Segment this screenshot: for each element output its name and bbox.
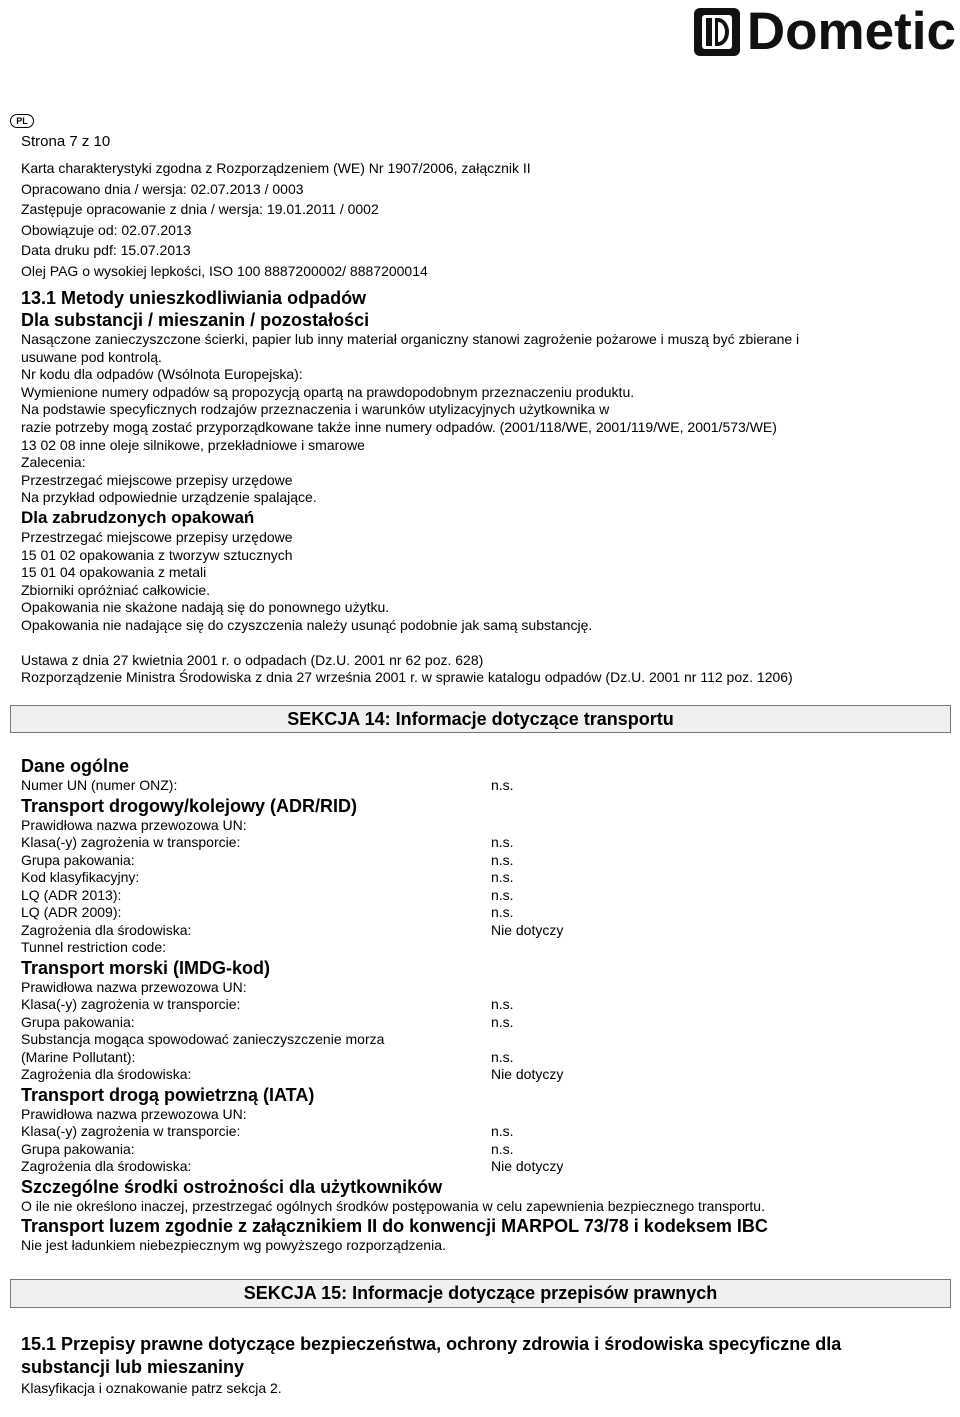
info-row: [21, 834, 941, 852]
language-badge: PL: [10, 114, 34, 128]
meta-line: Opracowano dnia / wersja: 02.07.2013 / 0003: [21, 180, 304, 197]
row-value: n.s.: [491, 1048, 514, 1065]
row-label: Grupa pakowania:: [21, 1013, 135, 1030]
section-14: [21, 755, 941, 1255]
row-value: n.s.: [491, 1140, 514, 1157]
marpol-heading: Transport luzem zgodnie z załącznikiem II do konwencji MARPOL 73/78 i kodeksem IBC: [21, 1216, 768, 1236]
row-label: Klasa(-y) zagrożenia w transporcie:: [21, 996, 241, 1012]
section-15-header: SEKCJA 15: Informacje dotyczące przepisów prawnych: [10, 1279, 951, 1308]
info-row: [21, 1141, 941, 1159]
legal-reference: Rozporządzenie Ministra Środowiska z dnia 27 września 2001 r. w sprawie katalogu odpadów (Dz.U. 2001 nr 112 poz. 1206): [21, 669, 793, 686]
text-line: Wymienione numery odpadów są propozycją opartą na prawdopodobnym przeznaczeniu produktu.: [21, 383, 635, 400]
row-value: n.s.: [491, 996, 514, 1012]
row-value: n.s.: [491, 886, 514, 903]
row-label: Zagrożenia dla środowiska:: [21, 921, 192, 938]
info-row: [21, 996, 941, 1014]
info-row: [21, 1049, 941, 1067]
meta-line: Karta charakterystyki zgodna z Rozporządzeniem (WE) Nr 1907/2006, załącznik II: [21, 160, 531, 176]
row-label: Grupa pakowania:: [21, 851, 135, 868]
air-transport-heading: Transport drogą powietrzną (IATA): [21, 1084, 315, 1105]
row-label: Grupa pakowania:: [21, 1140, 135, 1157]
text-line: Nr kodu dla odpadów (Wsólnota Europejska):: [21, 366, 303, 383]
row-label: Numer UN (numer ONZ):: [21, 777, 178, 793]
meta-line: Data druku pdf: 15.07.2013: [21, 242, 191, 258]
row-value: n.s.: [491, 1013, 514, 1030]
row-value: n.s.: [491, 851, 514, 868]
text-line: Opakowania nie nadające się do czyszczenia należy usunąć podobnie jak samą substancję.: [21, 616, 593, 633]
section-13-title: 13.1 Metody unieszkodliwiania odpadów: [21, 288, 367, 308]
row-value: Nie dotyczy: [491, 921, 564, 938]
text-line: Na przykład odpowiednie urządzenie spalające.: [21, 489, 317, 506]
section-15: [21, 1333, 941, 1397]
meta-line: Olej PAG o wysokiej lepkości, ISO 100 8887200002/ 8887200014: [21, 262, 428, 279]
info-row: [21, 979, 941, 997]
row-value: Nie dotyczy: [491, 1158, 564, 1174]
text-line: 15 01 02 opakowania z tworzyw sztucznych: [21, 546, 293, 563]
legal-reference: Ustawa z dnia 27 kwietnia 2001 r. o odpadach (Dz.U. 2001 nr 62 poz. 628): [21, 651, 484, 668]
info-row: [21, 1106, 941, 1124]
row-value: n.s.: [491, 869, 514, 885]
text-line: Przestrzegać miejscowe przepisy urzędowe: [21, 471, 293, 488]
section-13: [21, 287, 941, 687]
row-value: [491, 1031, 941, 1049]
meta-line: Zastępuje opracowanie z dnia / wersja: 19.01.2011 / 0002: [21, 201, 379, 217]
dometic-logo-mark: [693, 7, 741, 57]
row-label: Prawidłowa nazwa przewozowa UN:: [21, 816, 247, 833]
text-line: 15 01 04 opakowania z metali: [21, 564, 207, 581]
info-row: [21, 817, 941, 835]
row-label: Tunnel restriction code:: [21, 939, 166, 955]
row-label: Zagrożenia dla środowiska:: [21, 1158, 192, 1174]
info-row: [21, 869, 941, 887]
text-line: Zbiorniki opróżniać całkowicie.: [21, 581, 211, 598]
user-precautions-text: O ile nie określono inaczej, przestrzegać ogólnych środków postępowania w celu zapewnienia bezpiecznego transportu.: [21, 1197, 765, 1214]
row-label: Substancja mogąca spowodować zanieczyszczenie morza: [21, 1031, 385, 1047]
text-line: Na podstawie specyficznych rodzajów przeznaczenia i warunków utylizacyjnych użytkownika w: [21, 401, 610, 418]
logo-wordmark: Dometic: [746, 2, 956, 61]
row-value: [491, 1106, 941, 1124]
row-label: Prawidłowa nazwa przewozowa UN:: [21, 1105, 247, 1122]
row-value: [491, 817, 941, 835]
text-line: usuwane pod kontrolą.: [21, 348, 162, 365]
info-row: [21, 1123, 941, 1141]
info-row: [21, 939, 941, 957]
row-value: [491, 939, 941, 957]
text-line: Zalecenia:: [21, 454, 86, 471]
meta-line: Obowiązuje od: 02.07.2013: [21, 221, 192, 238]
text-line: Przestrzegać miejscowe przepisy urzędowe: [21, 528, 293, 545]
row-label: Klasa(-y) zagrożenia w transporcie:: [21, 834, 241, 850]
user-precautions-heading: Szczególne środki ostrożności dla użytkowników: [21, 1176, 443, 1197]
row-value: n.s.: [491, 834, 514, 850]
row-label: LQ (ADR 2009):: [21, 904, 122, 920]
section-15-title: 15.1 Przepisy prawne dotyczące bezpieczeństwa, ochrony zdrowia i środowiska specyficzne dla: [21, 1334, 842, 1354]
page-number: Strona 7 z 10: [21, 133, 111, 150]
info-row: [21, 1031, 941, 1049]
row-label: LQ (ADR 2013):: [21, 886, 122, 903]
row-value: n.s.: [491, 777, 514, 793]
text-line: razie potrzeby mogą zostać przyporządkowane także inne numery odpadów. (2001/118/WE, 2001/119/WE, 2001/573/WE): [21, 418, 777, 435]
sea-transport-heading: Transport morski (IMDG-kod): [21, 957, 271, 978]
info-row: [21, 777, 941, 795]
marpol-text: Nie jest ładunkiem niebezpiecznym wg powyższego rozporządzenia.: [21, 1237, 446, 1253]
info-row: [21, 922, 941, 940]
dometic-logo: [693, 4, 956, 60]
row-label: Kod klasyfikacyjny:: [21, 869, 140, 885]
document-meta: [21, 158, 531, 281]
packaging-subheading: Dla zabrudzonych opakowań: [21, 507, 255, 527]
row-value: [491, 979, 941, 997]
row-value: n.s.: [491, 904, 514, 920]
road-transport-heading: Transport drogowy/kolejowy (ADR/RID): [21, 795, 358, 816]
info-row: [21, 1158, 941, 1176]
info-row: [21, 904, 941, 922]
row-value: n.s.: [491, 1123, 514, 1139]
section-14-header: SEKCJA 14: Informacje dotyczące transportu: [10, 705, 951, 733]
general-data-heading: Dane ogólne: [21, 756, 130, 776]
row-label: (Marine Pollutant):: [21, 1048, 136, 1065]
section-15-text: Klasyfikacja i oznakowanie patrz sekcja 2.: [21, 1380, 282, 1396]
section-13-subheading: Dla substancji / mieszanin / pozostałości: [21, 310, 370, 330]
info-row: [21, 852, 941, 870]
text-line: Opakowania nie skażone nadają się do ponownego użytku.: [21, 599, 390, 616]
info-row: [21, 887, 941, 905]
text-line: 13 02 08 inne oleje silnikowe, przekładniowe i smarowe: [21, 436, 365, 453]
row-label: Zagrożenia dla środowiska:: [21, 1066, 192, 1082]
row-value: Nie dotyczy: [491, 1066, 564, 1082]
section-15-title-cont: substancji lub mieszaniny: [21, 1357, 245, 1377]
row-label: Klasa(-y) zagrożenia w transporcie:: [21, 1123, 241, 1139]
row-label: Prawidłowa nazwa przewozowa UN:: [21, 978, 247, 995]
info-row: [21, 1014, 941, 1032]
text-line: Nasączone zanieczyszczone ścierki, papier lub inny materiał organiczny stanowi zagrożenie pożarowe i muszą być zbierane i: [21, 331, 800, 347]
info-row: [21, 1066, 941, 1084]
